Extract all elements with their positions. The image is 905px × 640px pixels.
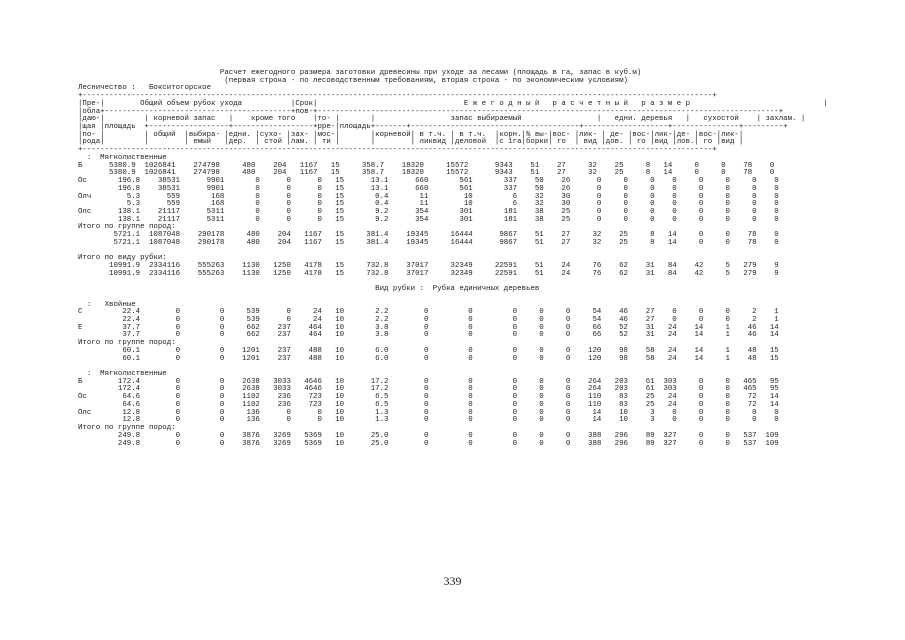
report-line: 5721.1 1087048 290178 480 204 1167 15 381.4 19345 16444 9867 51 27 32 25 8 14 0 0 78 0 <box>78 238 779 247</box>
report-line: |Пре-| Общий объем рубок ухода |Срок| Е ж е г о д н ы й р а с ч е т н ы й р а з м е р | <box>78 99 828 108</box>
report-line: 138.1 21117 5311 0 0 0 15 9.2 354 301 181 38 25 0 0 0 0 0 0 0 0 <box>78 215 779 224</box>
report-line: : Мягколиственные <box>78 370 167 379</box>
report-line: |рода| | | емый |дер. | стой |лам. | ти | | | ликвид |деловой |с 1га|борки| го | вид |дов. | го |вид |лов.| го |вид | <box>78 138 744 147</box>
report-line: Олс 138.1 21117 5311 0 0 0 15 9.2 354 301 181 38 25 0 0 0 0 0 0 0 0 <box>78 207 779 216</box>
report-line: 10991.9 2334116 555263 1130 1250 4178 15 732.8 37017 32349 22591 51 24 76 62 31 84 42 5 279 9 <box>78 261 779 270</box>
report-line: 5721.1 1087048 290178 480 204 1167 15 381.4 19345 16444 9867 51 27 32 25 8 14 0 0 78 0 <box>78 231 779 240</box>
report-line: 196.8 38531 9901 0 0 0 15 13.1 660 561 337 50 26 0 0 0 0 0 0 0 0 <box>78 184 779 193</box>
report-line: |по- | | общий |выбира- |едни. |сухо- |зах- |мос-| |корневой| в т.ч. | в т.ч. |корн.|% вы-|вос- |лик- | де- |вос-|лик-|де- |вос-|лик-| <box>78 130 744 139</box>
report-line: Ос 196.8 38531 9901 0 0 0 15 13.1 660 561 337 50 26 0 0 0 0 0 0 0 0 <box>78 177 779 186</box>
report-line: 5380.9 1026841 274798 480 204 1167 15 358.7 18320 15572 9343 51 27 32 25 8 14 0 0 78 0 <box>78 169 775 178</box>
report-line: |щая |площадь +------------------+------------------+рре-|площадь+-------+--------------------------------------+-------------------+---------------+---------+ <box>78 123 788 132</box>
report-line: +----------------------------------------------------------------------------------------------------------------------------------------------+ <box>78 146 717 155</box>
report-line <box>78 248 828 256</box>
report-line: 60.1 0 0 1201 237 488 10 6.0 0 0 0 0 0 120 98 58 24 14 1 48 15 <box>78 354 779 363</box>
report-line: 12.8 0 0 136 0 0 10 1.3 0 0 0 0 0 14 10 3 0 0 0 0 0 <box>78 416 779 425</box>
report-line: Итого по группе пород: <box>78 223 176 232</box>
report-line: : Мягколиственные <box>78 153 167 162</box>
report-line: (первая строка - по лесоводственным требованиям, вторая строка - по экономическим условиям) <box>78 76 628 85</box>
report-line: |даю-| | корневой запас | кроме того |то- | | запас выбираемый | едни. деревья | сухостой | захлам. | <box>78 115 806 124</box>
report-line <box>78 294 828 302</box>
report-line: 10991.9 2334116 555263 1130 1250 4178 15 732.8 37017 32349 22591 51 24 76 62 31 84 42 5 279 9 <box>78 269 779 278</box>
report-line: Олс 12.8 0 0 136 0 0 10 1.3 0 0 0 0 0 14 10 3 0 0 0 0 0 <box>78 408 779 417</box>
report-line: +----------------------------------------------------------------------------------------------------------------------------------------------+ <box>78 92 717 101</box>
report-line: Вид рубки : Рубка единичных деревьев <box>78 285 540 294</box>
report-line: 37.7 0 0 662 237 464 10 3.8 0 0 0 0 0 66 52 31 24 14 1 46 14 <box>78 331 779 340</box>
report-line: Итого по группе пород: <box>78 424 176 433</box>
report-line: 60.1 0 0 1201 237 488 10 6.0 0 0 0 0 0 120 98 58 24 14 1 48 15 <box>78 346 779 355</box>
report-line: 249.8 0 0 3876 3269 5369 10 25.0 0 0 0 0 0 388 296 89 327 0 0 537 109 <box>78 439 779 448</box>
report-line: 5.3 559 168 0 0 0 15 0.4 11 10 6 32 30 0 0 0 0 0 0 0 0 <box>78 200 779 209</box>
report-line: Олч 5.3 559 168 0 0 0 15 0.4 11 10 6 32 30 0 0 0 0 0 0 0 0 <box>78 192 779 201</box>
report-line: Лесничество : Бокситогорское <box>78 84 212 93</box>
report-line: 249.8 0 0 3876 3269 5369 10 25.0 0 0 0 0 0 388 296 89 327 0 0 537 109 <box>78 431 779 440</box>
forestry-report-table <box>78 70 828 448</box>
report-line: 172.4 0 0 2638 3033 4646 10 17.2 0 0 0 0 0 264 203 61 303 0 0 465 95 <box>78 385 779 394</box>
report-line: Итого по группе пород: <box>78 339 176 348</box>
report-line: 64.6 0 0 1102 236 723 10 6.5 0 0 0 0 0 110 83 25 24 0 0 72 14 <box>78 400 779 409</box>
report-line: Ос 64.6 0 0 1102 236 723 10 6.5 0 0 0 0 0 110 83 25 24 0 0 72 14 <box>78 393 779 402</box>
report-line: : Хвойные <box>78 300 136 309</box>
report-line <box>78 363 828 371</box>
report-line: |обла+------------------------------------------+пов-+--------------------------------------------------------------------------------------------------------+ <box>78 107 784 116</box>
report-line: Е 37.7 0 0 662 237 464 10 3.8 0 0 0 0 0 66 52 31 24 14 1 46 14 <box>78 323 779 332</box>
page-number: 339 <box>443 574 462 588</box>
report-line: С 22.4 0 0 539 0 24 10 2.2 0 0 0 0 0 54 46 27 0 0 0 2 1 <box>78 308 779 317</box>
report-line: Б 5380.9 1026841 274798 480 204 1167 15 358.7 18320 15572 9343 51 27 32 25 8 14 0 0 78 0 <box>78 161 775 170</box>
report-line: 22.4 0 0 539 0 24 10 2.2 0 0 0 0 0 54 46 27 0 0 0 2 1 <box>78 316 779 324</box>
report-line: Б 172.4 0 0 2638 3033 4646 10 17.2 0 0 0 0 0 264 203 61 303 0 0 465 95 <box>78 377 779 386</box>
report-line: Итого по виду рубки: <box>78 254 167 263</box>
report-line: Расчет ежегодного размера заготовки древесины при уходе за лесами (площадь в га, запас в куб.м) <box>78 69 642 77</box>
